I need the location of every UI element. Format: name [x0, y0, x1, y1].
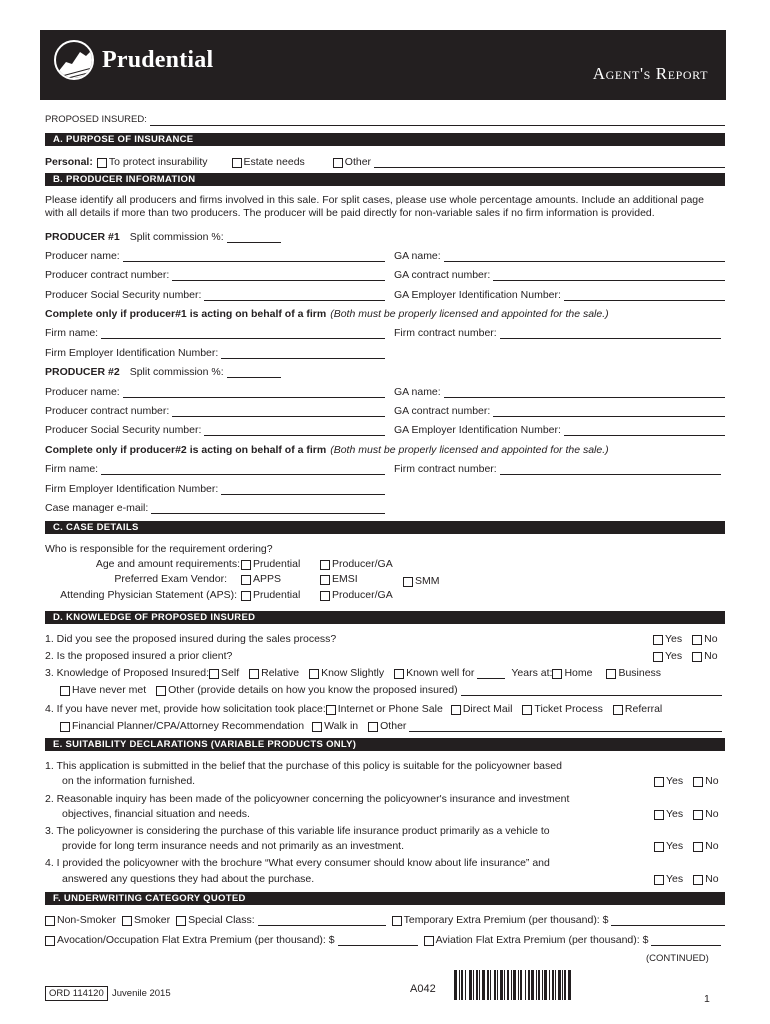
referral-checkbox[interactable]	[613, 705, 623, 715]
page-title: Agent's Report	[592, 64, 708, 83]
protect-insurability-label: To protect insurability	[108, 156, 208, 168]
e-q1-yes-checkbox[interactable]	[654, 777, 664, 787]
e-q2-yes-checkbox[interactable]	[654, 810, 664, 820]
producer-contract-label-2: Producer contract number:	[45, 405, 170, 417]
firm1-name-field[interactable]	[101, 329, 385, 339]
e-q2-line1	[45, 791, 569, 805]
e-q2-yes-no	[644, 806, 719, 820]
producer1-ssn-row	[45, 287, 385, 301]
known-well-years-field[interactable]	[477, 669, 505, 679]
other-purpose-checkbox[interactable]	[333, 158, 343, 168]
firm2-ein-field[interactable]	[221, 485, 385, 495]
age-producer-ga-label: Producer/GA	[332, 558, 393, 570]
other-details-field[interactable]	[461, 686, 722, 696]
d-q2-yes-no	[643, 648, 718, 662]
no-label: No	[705, 775, 719, 787]
e-q4-line1	[45, 855, 550, 869]
aviation-checkbox[interactable]	[424, 936, 434, 946]
known-well-label: Known well for	[406, 667, 475, 679]
d-q4-row	[45, 701, 662, 715]
e-q4-text-a: 4. I provided the policyowner with the brochure “What every consumer should know about life insurance” and	[45, 857, 550, 869]
e-q1-line2	[62, 773, 195, 787]
ga1-name-field[interactable]	[444, 252, 725, 262]
home-checkbox[interactable]	[552, 669, 562, 679]
producer-name-label: Producer name:	[45, 250, 120, 262]
prudential-rock-icon	[54, 40, 94, 80]
e-q2-text-b: objectives, financial situation and needs.	[62, 808, 250, 820]
d-q4-row2	[60, 718, 722, 732]
aps-prudential-label: Prudential	[253, 589, 301, 601]
firm1-name-row	[45, 325, 385, 339]
e-q2-text-a: 2. Reasonable inquiry has been made of the policyowner concerning the policyowner's insurance and investment	[45, 793, 570, 805]
split-commission-label-2: Split commission %:	[129, 366, 224, 378]
emsi-checkbox[interactable]	[320, 575, 330, 585]
producer2-ssn-field[interactable]	[204, 426, 385, 436]
firm1-contract-field[interactable]	[500, 329, 721, 339]
d-q2-yes-checkbox[interactable]	[653, 652, 663, 662]
producer-ssn-label-2: Producer Social Security number:	[45, 424, 202, 436]
firm1-contract-row	[394, 325, 721, 339]
apps-checkbox[interactable]	[241, 575, 251, 585]
e-q4-line2	[62, 871, 314, 885]
protect-insurability-checkbox[interactable]	[97, 158, 107, 168]
age-amount-label: Age and amount requirements:	[95, 558, 240, 570]
other-purpose-field[interactable]	[374, 158, 725, 168]
other-details-label: Other (provide details on how you know the proposed insured)	[168, 684, 458, 696]
complete1-row	[45, 306, 725, 320]
proposed-insured-label: PROPOSED INSURED:	[45, 114, 147, 125]
ga-ein-label-2: GA Employer Identification Number:	[394, 424, 561, 436]
d-q1-text: 1. Did you see the proposed insured during the sales process?	[45, 633, 337, 645]
referral-label: Referral	[624, 703, 663, 715]
section-a-header: A. PURPOSE OF INSURANCE	[45, 133, 725, 146]
no-label: No	[705, 873, 719, 885]
purpose-row	[45, 154, 725, 168]
no-label: No	[705, 840, 719, 852]
never-met-label: Have never met	[72, 684, 147, 696]
firm2-contract-row	[394, 461, 721, 475]
estate-needs-label: Estate needs	[243, 156, 305, 168]
producer1-contract-row	[45, 267, 385, 281]
ga-ein-label: GA Employer Identification Number:	[394, 289, 561, 301]
ga1-ein-field[interactable]	[564, 291, 725, 301]
ga-name-label: GA name:	[394, 250, 441, 262]
temp-extra-label: Temporary Extra Premium (per thousand): $	[403, 914, 609, 926]
exam-vendor-label-wrap	[45, 571, 227, 585]
ga2-contract-row	[394, 403, 725, 417]
smoker-checkbox[interactable]	[122, 916, 132, 926]
firm2-name-row	[45, 461, 385, 475]
no-label: No	[705, 808, 719, 820]
relative-label: Relative	[261, 667, 300, 679]
ga1-contract-row	[394, 267, 725, 281]
temp-extra-field[interactable]	[611, 916, 725, 926]
aps-label: Attending Physician Statement (APS):	[60, 589, 237, 601]
producer2-label: PRODUCER #2	[45, 366, 120, 378]
e-q1-text-b: on the information furnished.	[62, 775, 196, 787]
ga1-ein-row	[394, 287, 725, 301]
know-slightly-label: Know Slightly	[321, 667, 385, 679]
header-banner	[40, 30, 726, 100]
e-q2-no-checkbox[interactable]	[693, 810, 703, 820]
d-q4-text: 4. If you have never met, provide how solicitation took place:	[45, 703, 326, 715]
yes-label: Yes	[666, 873, 684, 885]
smm-label: SMM	[415, 575, 440, 587]
ga-contract-label: GA contract number:	[394, 269, 491, 281]
e-q4-no-checkbox[interactable]	[693, 875, 703, 885]
complete2-note: (Both must be properly licensed and appointed for the sale.)	[330, 444, 609, 456]
estate-needs-checkbox[interactable]	[232, 158, 242, 168]
age-producer-ga-checkbox[interactable]	[320, 560, 330, 570]
age-prudential-checkbox[interactable]	[241, 560, 251, 570]
complete1-bold: Complete only if producer#1 is acting on behalf of a firm	[45, 308, 327, 320]
special-class-label: Special Class:	[188, 914, 255, 926]
e-q3-text-a: 3. The policyowner is considering the purchase of this variable life insurance product primarily as a vehicle to	[45, 825, 550, 837]
ga2-name-field[interactable]	[444, 388, 725, 398]
age-prudential-option	[241, 556, 300, 570]
special-class-field[interactable]	[258, 916, 386, 926]
section-d-header: D. KNOWLEDGE OF PROPOSED INSURED	[45, 611, 725, 624]
internet-phone-label: Internet or Phone Sale	[337, 703, 443, 715]
ga2-contract-field[interactable]	[493, 407, 725, 417]
walk-in-checkbox[interactable]	[312, 722, 322, 732]
d-q3-row2	[60, 682, 722, 696]
yes-label: Yes	[666, 840, 684, 852]
ga1-name-row	[394, 248, 725, 262]
e-q4-yes-no	[644, 871, 719, 885]
section-c-header: C. CASE DETAILS	[45, 521, 725, 534]
d-q1-yes-checkbox[interactable]	[653, 635, 663, 645]
producer1-name-row	[45, 248, 385, 262]
ga-name-label-2: GA name:	[394, 386, 441, 398]
firm2-contract-field[interactable]	[500, 465, 721, 475]
firm-ein-label: Firm Employer Identification Number:	[45, 347, 219, 359]
emsi-label: EMSI	[332, 573, 358, 585]
years-at-label: Years at:	[511, 667, 553, 679]
complete1-note: (Both must be properly licensed and appointed for the sale.)	[330, 308, 609, 320]
continued-label: (CONTINUED)	[646, 953, 709, 964]
yes-label: Yes	[665, 633, 683, 645]
business-label: Business	[618, 667, 662, 679]
no-label: No	[704, 633, 718, 645]
aps-producer-ga-label: Producer/GA	[332, 589, 393, 601]
yes-label: Yes	[665, 650, 683, 662]
section-b-header: B. PRODUCER INFORMATION	[45, 173, 725, 186]
proposed-insured-row	[45, 112, 725, 126]
producer-intro: Please identify all producers and firms involved in this sale. For split cases, please use whole percentage amounts. Include an additional page with all details if more than two producers. The producer will be paid directly for non-variable sales if no firm information is provided.	[45, 194, 704, 219]
aviation-label: Aviation Flat Extra Premium (per thousand): $	[435, 934, 649, 946]
firm2-ein-row	[45, 481, 385, 495]
known-well-checkbox[interactable]	[394, 669, 404, 679]
e-q3-line2	[62, 838, 404, 852]
aviation-field[interactable]	[651, 936, 721, 946]
solicitation-other-label: Other	[380, 720, 407, 732]
business-checkbox[interactable]	[606, 669, 616, 679]
firm1-ein-field[interactable]	[221, 349, 385, 359]
avocation-field[interactable]	[338, 936, 418, 946]
e-q4-yes-checkbox[interactable]	[654, 875, 664, 885]
aps-prudential-checkbox[interactable]	[241, 591, 251, 601]
d-q1-yes-no	[643, 631, 718, 645]
aps-producer-ga-checkbox[interactable]	[320, 591, 330, 601]
age-amount-label-wrap	[45, 556, 240, 570]
split-commission-field-1[interactable]	[227, 233, 281, 243]
requirement-question-text: Who is responsible for the requirement ordering?	[45, 543, 273, 555]
self-checkbox[interactable]	[209, 669, 219, 679]
aps-label-wrap	[45, 587, 237, 601]
ga2-ein-row	[394, 422, 725, 436]
producer1-ssn-field[interactable]	[204, 291, 385, 301]
producer1-contract-field[interactable]	[172, 271, 385, 281]
e-q4-text-b: answered any questions they had about the purchase.	[62, 873, 315, 885]
smoker-label: Smoker	[133, 914, 171, 926]
e-q3-no-checkbox[interactable]	[693, 842, 703, 852]
split-commission-field-2[interactable]	[227, 368, 281, 378]
e-q1-yes-no	[644, 773, 719, 787]
producer2-contract-field[interactable]	[172, 407, 385, 417]
ticket-process-label: Ticket Process	[534, 703, 603, 715]
section-f-header: F. UNDERWRITING CATEGORY QUOTED	[45, 892, 725, 905]
firm1-ein-row	[45, 345, 385, 359]
case-manager-label: Case manager e-mail:	[45, 502, 149, 514]
ga-contract-label-2: GA contract number:	[394, 405, 491, 417]
ga1-contract-field[interactable]	[493, 271, 725, 281]
d-q2-row	[45, 648, 232, 662]
emsi-option	[320, 571, 358, 585]
ga2-name-row	[394, 384, 725, 398]
internet-phone-checkbox[interactable]	[326, 705, 336, 715]
edition-label: Juvenile 2015	[112, 988, 171, 999]
page-number: 1	[704, 993, 710, 1005]
other-details-checkbox[interactable]	[156, 686, 166, 696]
yes-label: Yes	[666, 808, 684, 820]
d-q3-text: 3. Knowledge of Proposed Insured:	[45, 667, 210, 679]
producer-contract-label: Producer contract number:	[45, 269, 170, 281]
self-label: Self	[221, 667, 240, 679]
know-slightly-checkbox[interactable]	[309, 669, 319, 679]
e-q3-text-b: provide for long term insurance needs and not primarily as an investment.	[62, 840, 405, 852]
direct-mail-checkbox[interactable]	[451, 705, 461, 715]
f-row1	[45, 912, 725, 926]
apps-label: APPS	[253, 573, 282, 585]
brand-name: Prudential	[102, 47, 214, 73]
solicitation-other-field[interactable]	[409, 722, 722, 732]
d-q3-row	[45, 665, 661, 679]
section-e-header: E. SUITABILITY DECLARATIONS (VARIABLE PRODUCTS ONLY)	[45, 738, 725, 751]
d-q2-no-checkbox[interactable]	[692, 652, 702, 662]
d-q2-text: 2. Is the proposed insured a prior client?	[45, 650, 233, 662]
non-smoker-label: Non-Smoker	[57, 914, 116, 926]
firm-name-label: Firm name:	[45, 327, 99, 339]
avocation-label: Avocation/Occupation Flat Extra Premium (per thousand): $	[57, 934, 335, 946]
avocation-checkbox[interactable]	[45, 936, 55, 946]
e-q1-no-checkbox[interactable]	[693, 777, 703, 787]
age-prudential-label: Prudential	[253, 558, 301, 570]
never-met-checkbox[interactable]	[60, 686, 70, 696]
firm-contract-label: Firm contract number:	[394, 327, 497, 339]
direct-mail-label: Direct Mail	[462, 703, 513, 715]
e-q1-line1	[45, 758, 562, 772]
walk-in-label: Walk in	[324, 720, 359, 732]
home-label: Home	[564, 667, 593, 679]
case-manager-row	[45, 500, 385, 514]
ga2-ein-field[interactable]	[564, 426, 725, 436]
firm-ein-label-2: Firm Employer Identification Number:	[45, 483, 219, 495]
financial-planner-label: Financial Planner/CPA/Attorney Recommendation	[72, 720, 305, 732]
solicitation-other-checkbox[interactable]	[368, 722, 378, 732]
exam-vendor-label: Preferred Exam Vendor:	[114, 573, 227, 585]
form-code: A042	[410, 983, 436, 995]
e-q3-yes-checkbox[interactable]	[654, 842, 664, 852]
barcode-icon	[454, 970, 584, 1000]
producer2-ssn-row	[45, 422, 385, 436]
producer-ssn-label: Producer Social Security number:	[45, 289, 202, 301]
yes-label: Yes	[666, 775, 684, 787]
age-producer-option	[320, 556, 393, 570]
requirement-question	[45, 541, 273, 555]
e-q2-line2	[62, 806, 250, 820]
other-purpose-label: Other	[344, 156, 372, 168]
ticket-process-checkbox[interactable]	[522, 705, 532, 715]
complete2-bold: Complete only if producer#2 is acting on behalf of a firm	[45, 444, 327, 456]
producer1-row	[45, 229, 725, 243]
producer2-name-row	[45, 384, 385, 398]
producer2-name-field[interactable]	[123, 388, 385, 398]
special-class-checkbox[interactable]	[176, 916, 186, 926]
financial-planner-checkbox[interactable]	[60, 722, 70, 732]
relative-checkbox[interactable]	[249, 669, 259, 679]
apps-option	[241, 571, 281, 585]
complete2-row	[45, 442, 725, 456]
aps-prudential-option	[241, 587, 300, 601]
temp-extra-checkbox[interactable]	[392, 916, 402, 926]
non-smoker-checkbox[interactable]	[45, 916, 55, 926]
d-q1-row	[45, 631, 336, 645]
split-commission-label-1: Split commission %:	[129, 231, 224, 243]
firm-name-label-2: Firm name:	[45, 463, 99, 475]
no-label: No	[704, 650, 718, 662]
producer-name-label-2: Producer name:	[45, 386, 120, 398]
firm2-name-field[interactable]	[101, 465, 385, 475]
case-manager-field[interactable]	[151, 504, 385, 514]
firm-contract-label-2: Firm contract number:	[394, 463, 497, 475]
d-q1-no-checkbox[interactable]	[692, 635, 702, 645]
aps-producer-option	[320, 587, 393, 601]
e-q3-yes-no	[644, 838, 719, 852]
e-q1-text-a: 1. This application is submitted in the belief that the purchase of this policy is suitable for the policyowner based	[45, 760, 562, 772]
producer1-label: PRODUCER #1	[45, 231, 120, 243]
smm-checkbox[interactable]	[403, 577, 413, 587]
smm-option	[403, 573, 440, 587]
e-q3-line1	[45, 823, 550, 837]
proposed-insured-field[interactable]	[150, 116, 725, 126]
producer2-contract-row	[45, 403, 385, 417]
producer1-name-field[interactable]	[123, 252, 385, 262]
ord-number: ORD 114120	[45, 986, 108, 1001]
personal-label: Personal:	[45, 156, 93, 168]
producer2-row	[45, 364, 725, 378]
f-row2	[45, 932, 721, 946]
